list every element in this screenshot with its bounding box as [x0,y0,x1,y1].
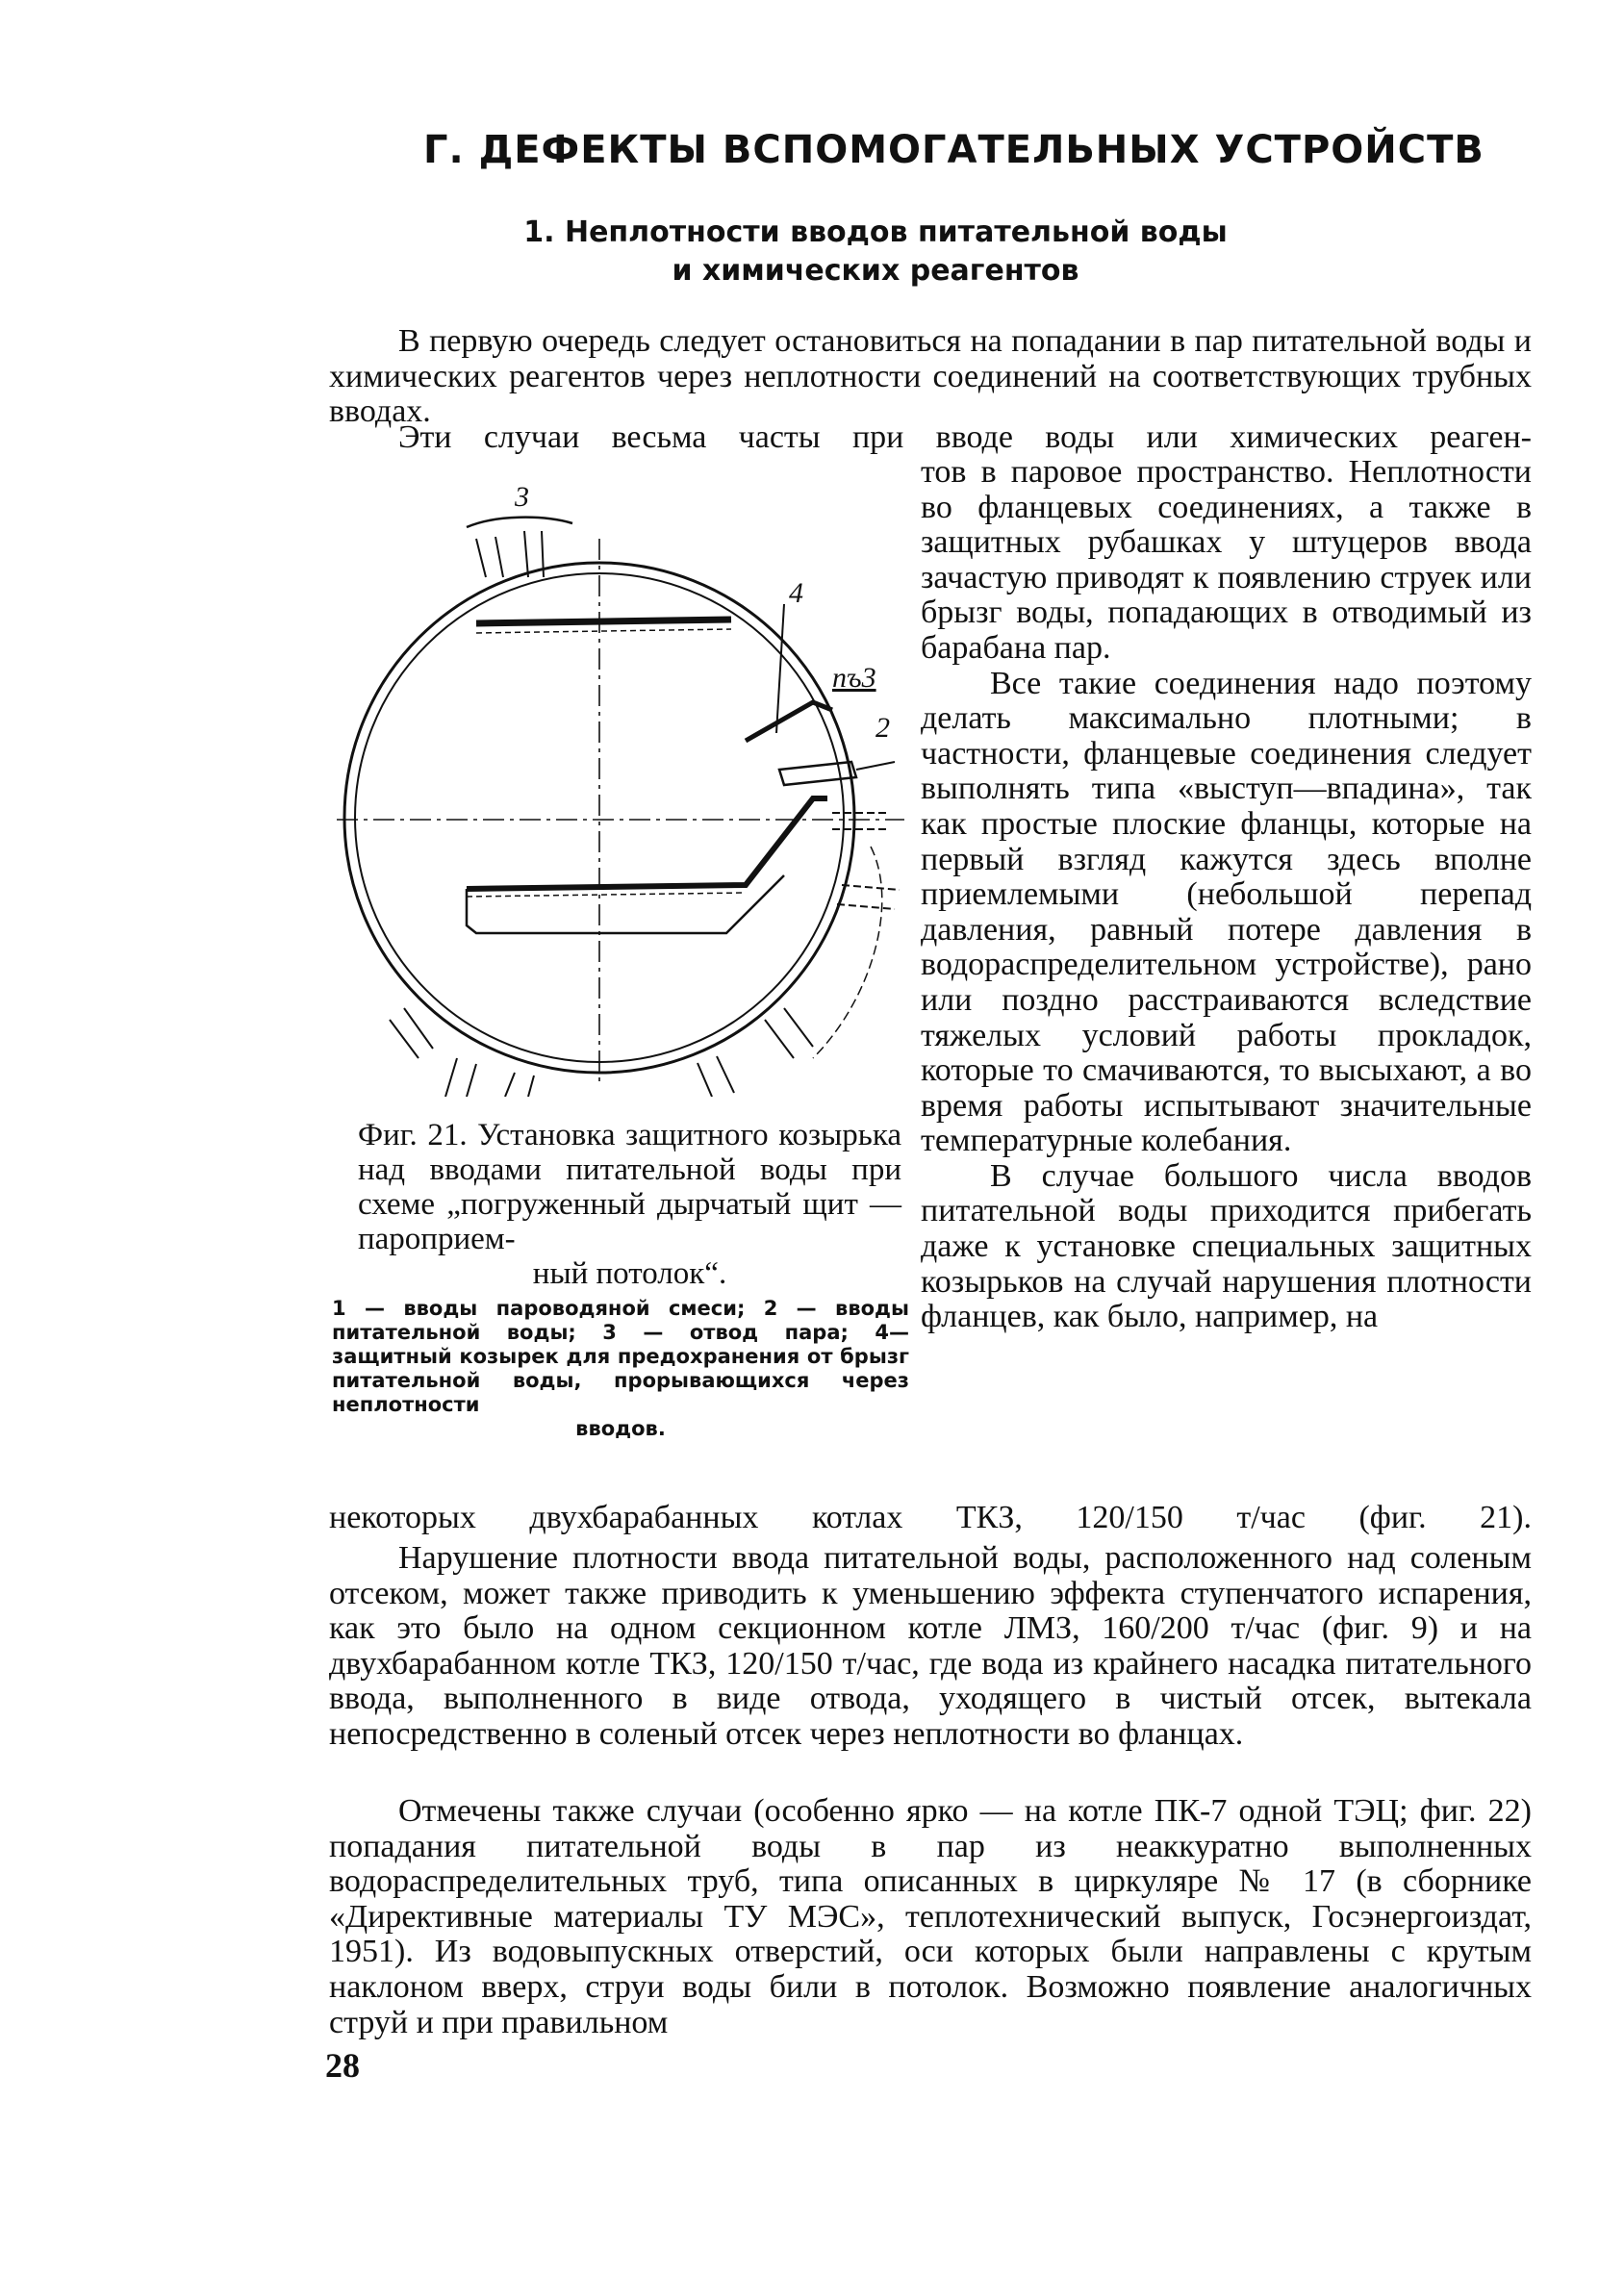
figure-label-p: пъ3 [832,662,876,694]
figure-caption-text: Фиг. 21. Установка защитного козырька над вводами питательной воды при схеме „погруженный дырчатый щит — пароприем- [358,1118,901,1256]
figure-legend [332,1297,909,1441]
figure-caption-last: ный потолок“. [532,1256,727,1291]
steam-ceiling-perforation [476,629,731,633]
bottom-inlet-center [505,1073,534,1097]
steam-ceiling [476,620,731,623]
subsection-title [385,214,1366,291]
subsection-title-line-2: и химических реагентов [672,254,1079,288]
paragraph-3 [329,1541,1532,1753]
figure-label-3: 3 [515,481,529,513]
bottom-inlet-far-right [765,1008,813,1058]
paragraph-connections: Все такие соединения надо поэтому делать максимально плотными; в частности, фланцевые соединения следует выполнять типа «выступ—впадина», так как простые плоские фланцы, которые на первый взгляд кажутся здесь вполне приемлемыми (небольшой перепад давления, равный потере давления в водораспределительном устройстве), рано или поздно расстраиваются вследствие тяжелых условий работы прокладок, которые то смачиваются, то высыхают, а во время работы испытывают значительные температурные колебания. [921,665,1532,1159]
paragraph-3-text: Нарушение плотности ввода питательной воды, расположенного над соленым отсеком, может также приводить к уменьшению эффекта ступенчатого испарения, как это было на одном секционном котле ЛМЗ, 160/200 т/час (фиг. 9) и на двухбарабанном котле ТКЗ, 120/150 т/час, где вода из крайнего насадка питательного ввода, выполненного в виде отвода, уходящего в чистый отсек, вытекала непосредственно в соленый отсек через неплотности во фланцах. [329,1540,1532,1752]
drum-diagram [332,481,909,1097]
paragraph-2-first-line [329,420,1532,456]
steam-outlet-bracket [467,518,572,527]
perforated-shield [467,798,827,889]
bottom-inlet-right [698,1056,734,1097]
bottom-inlet-left [390,1008,433,1058]
feed-water-pipe [856,762,895,770]
figure-21 [332,481,909,1097]
paragraph-2-line-1: Эти случаи весьма часты при вводе воды или химических реаген- [398,419,1532,455]
paragraph-shields: В случае большого числа вводов питательной воды приходится прибегать даже к установке специальных защитных козырьков на случай нарушения плотности фланцев, как было, например, на [921,1157,1532,1335]
section-title: Г. ДЕФЕКТЫ ВСПОМОГАТЕЛЬНЫХ УСТРОЙСТВ [423,128,1484,172]
right-column [921,455,1532,1335]
paragraph-shields-continuation: некоторых двухбарабанных котлах ТКЗ, 120/150 т/час (фиг. 21). [329,1500,1532,1535]
paragraph-2-continuation: тов в паровое пространство. Неплотности во фланцевых соединениях, а также в защитных рубашках у штуцеров ввода зачастую приводят к появлению струек или брызг воды, попадающих в отводимый из барабана пар. [921,454,1532,666]
figure-legend-last: вводов. [575,1417,666,1440]
visor-leader-line [776,604,784,733]
paragraph-1-text: В первую очередь следует остановиться на попадании в пар питательной воды и химических реагентов через неплотности соединений на соответствующих трубных вводах. [329,323,1532,430]
figure-legend-text: 1 — вводы пароводяной смеси; 2 — вводы питательной воды; 3 — отвод пара; 4—защитный козырек для предохранения от брызг питательной воды, прорывающихся через неплотности [332,1297,909,1416]
shield-perforation [467,893,746,897]
paragraph-4 [329,1794,1532,2040]
subsection-title-line-1: 1. Неплотности вводов питательной воды [523,215,1228,249]
protective-visor [746,702,832,741]
bottom-inlet-center-left [445,1058,476,1097]
figure-label-4: 4 [789,577,803,609]
page-number: 28 [325,2046,360,2085]
paragraph-1 [329,324,1532,430]
figure-caption [358,1118,901,1291]
figure-label-2: 2 [875,712,890,744]
feed-water-inlet [779,762,856,785]
paragraph-4-text: Отмечены также случаи (особенно ярко — на котле ПК-7 одной ТЭЦ; фиг. 22) попадания питательной воды в пар из неаккуратно выполненных водораспределительных труб, типа описанных в циркуляре № 17 (в сборнике «Директивные материалы ТУ МЭС», теплотехнический выпуск, Госэнергоиздат, 1951). Из водовыпускных отверстий, оси которых были направлены с крутым наклоном вверх, струи воды били в потолок. Возможно появление аналогичных струй и при правильном [329,1793,1532,2040]
